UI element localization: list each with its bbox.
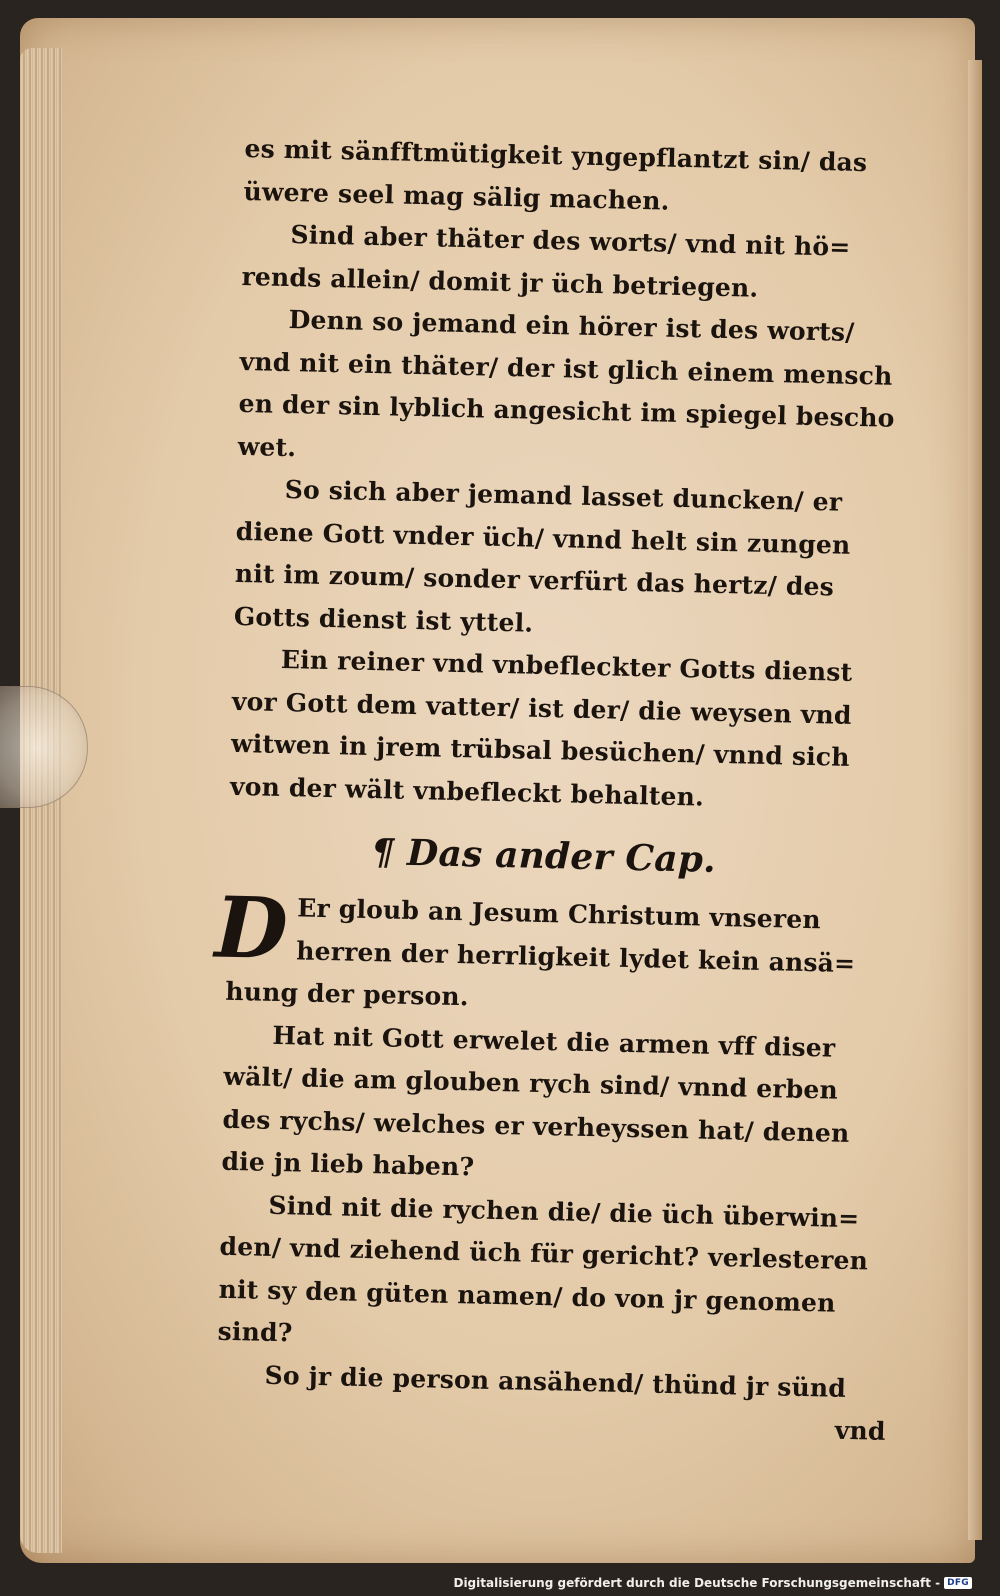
text-line: Hat nit Gott erwelet die armen vff diser	[272, 1020, 836, 1063]
text-line: Denn so jemand ein hörer ist des worts/	[288, 305, 855, 347]
chapter-opening	[213, 877, 898, 986]
dfg-logo-icon: DFG	[944, 1577, 972, 1589]
text-line: nit im zoum/ sonder verfürt das hertz/ des	[234, 558, 835, 602]
text-line: witwen in jrem trübsal besüchen/ vnnd sich	[230, 728, 850, 772]
text-line: vor Gott dem vatter/ ist der/ die weysen vnd	[231, 686, 852, 730]
text-line: sind?	[217, 1316, 293, 1348]
text-line: es mit sänfftmütigkeit yngepflantzt sin/ das	[244, 133, 868, 178]
text-line: Er gloub an Jesum Christum vnseren	[296, 893, 822, 935]
dfg-footer	[453, 1576, 972, 1590]
text-line: Sind nit die rychen die/ die üch überwin=	[268, 1190, 860, 1233]
text-line: wet.	[237, 431, 297, 462]
text-line: nit sy den güten namen/ do von jr genomen	[218, 1274, 836, 1318]
page-edge-right	[968, 60, 982, 1540]
text-line: Sind aber thäter des worts/ vnd nit hö=	[290, 220, 851, 262]
text-line: Gotts dienst ist yttel.	[233, 601, 534, 638]
chapter-heading: ¶ Das ander Cap.	[370, 831, 717, 881]
text-line: herren der herrligkeit lydet kein ansä=	[296, 935, 856, 978]
text-line: des rychs/ welches er verheyssen hat/ denen	[222, 1104, 850, 1148]
text-line: en der sin lyblich angesicht im spiegel bescho	[238, 388, 895, 433]
text-line: hung der person.	[225, 976, 470, 1012]
text-line: üwere seel mag sälig machen.	[243, 176, 670, 216]
text-line: diene Gott vnder üch/ vnnd helt sin zungen	[235, 516, 851, 560]
text-line: den/ vnd ziehend üch für gericht? verlesteren	[219, 1231, 869, 1276]
text-line: Ein reiner vnd vnbefleckter Gotts dienst	[280, 644, 853, 687]
text-line: rends allein/ domit jr üch betriegen.	[241, 261, 759, 303]
text-line: wält/ die am glouben rych sind/ vnnd erben	[223, 1061, 839, 1105]
catchword: vnd	[834, 1415, 886, 1446]
page-text	[215, 128, 915, 1453]
text-line: vnd nit ein thäter/ der ist glich einem mensch	[239, 346, 893, 391]
text-line: So sich aber jemand lasset duncken/ er	[284, 474, 843, 517]
text-line: So jr die person ansähend/ thünd jr sünd	[264, 1360, 847, 1403]
footer-text: Digitalisierung gefördert durch die Deutsche Forschungsgemeinschaft -	[453, 1576, 941, 1590]
decorated-initial: D	[213, 877, 290, 979]
text-line: die jn lieb haben?	[221, 1146, 475, 1182]
text-line: von der wält vnbefleckt behalten.	[229, 771, 705, 812]
